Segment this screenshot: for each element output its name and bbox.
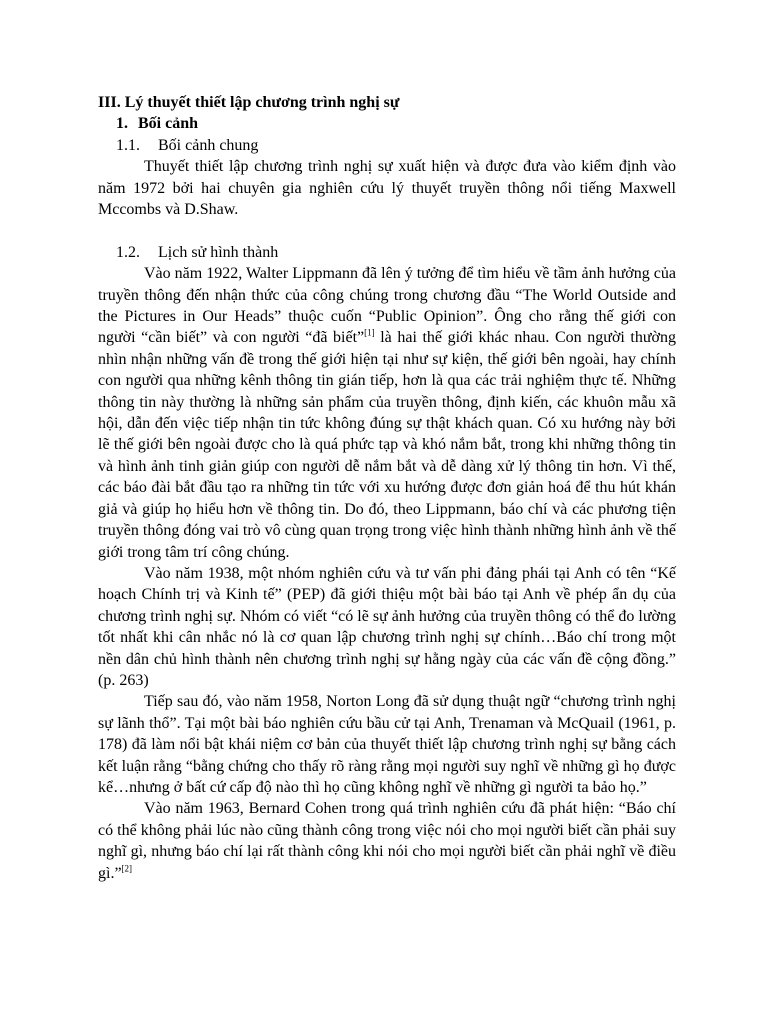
subsection-heading-1-2	[116, 242, 676, 263]
document-page	[98, 92, 676, 884]
subsection-title: Bối cảnh chung	[158, 136, 259, 154]
paragraph-text: là hai thế giới khác nhau. Con người thường nhìn nhận những vấn đề trong thế giới hiện tại như sự kiện, thế giới bên ngoài, hay chính con người qua những kênh thông tin gián tiếp, hơn là qua các trải nghiệm thực tế. Những thông tin này thường là những sản phẩm của truyền thông, định kiến, các khuôn mẫu xã hội, dẫn đến việc tiếp nhận tin tức không đúng sự thật khách quan. Có xu hướng này bởi lẽ thế giới bên ngoài được cho là quá phức tạp và khó nắm bắt, trong khi những thông tin và hình ảnh tinh giản giúp con người dễ nắm bắt và dễ dàng xử lý thông tin hơn. Vì thế, các báo đài bắt đầu tạo ra những tin tức với xu hướng được đơn giản hoá để thu hút khán giả và giúp họ hiểu hơn về thông tin. Do đó, theo Lippmann, báo chí và các phương tiện truyền thông đóng vai trò vô cùng quan trọng trong việc hình thành những hình ảnh về thế giới trong tâm trí công chúng.	[98, 329, 677, 561]
paragraph-text: Vào năm 1922, Walter Lippmann đã lên ý tưởng để tìm hiểu về tầm ảnh hưởng của truyền thông đến nhận thức của công chúng trong chương đầu “The World Outside and the Pictures in Our Heads” thuộc cuốn “Public Opinion”. Ông cho rằng thế giới con người “cần biết” và con người “đã biết”	[98, 265, 676, 347]
subsection-heading-1-1	[116, 135, 676, 156]
section-number: III	[98, 94, 117, 111]
paragraph-5	[98, 798, 676, 884]
footnote-ref[interactable]: [2]	[121, 863, 133, 874]
subsection-number: 1.2.	[116, 243, 140, 261]
subsection-heading-1	[116, 113, 676, 134]
subsection-number: 1.	[116, 115, 128, 133]
footnote-ref[interactable]: [1]	[364, 328, 375, 339]
paragraph-3: Vào năm 1938, một nhóm nghiên cứu và tư vấn phi đảng phái tại Anh có tên “Kế hoạch Chính trị và Kinh tế” (PEP) đã giới thiệu một bài báo tại Anh về phép ẩn dụ của chương trình nghị sự. Nhóm có viết “có lẽ sự ảnh hưởng của truyền thông có thể đo lường tốt nhất khi cân nhắc nó là cơ quan lập chương trình nghị sự chính…Báo chí trong một nền dân chủ hình thành nên chương trình nghị sự hằng ngày của các vấn đề cộng đồng.” (p. 263)	[98, 564, 676, 689]
paragraph-4: Tiếp sau đó, vào năm 1958, Norton Long đã sử dụng thuật ngữ “chương trình nghị sự lãnh thổ”. Tại một bài báo nghiên cứu bầu cử tại Anh, Trenaman và McQuail (1961, p. 178) đã làm nổi bật khái niệm cơ bản của thuyết thiết lập chương trình nghị sự bằng cách kết luận rằng “bằng chứng cho thấy rõ ràng rằng mọi người suy nghĩ về những gì họ được kể…nhưng ở bất cứ cấp độ nào thì họ cũng không nghĩ về những gì người ta bảo họ.”	[98, 693, 676, 796]
subsection-number: 1.1.	[116, 136, 140, 154]
paragraph-2	[98, 263, 676, 563]
subsection-title: Bối cảnh	[138, 115, 199, 133]
paragraph-text: Vào năm 1963, Bernard Cohen trong quá trình nghiên cứu đã phát hiện: “Báo chí có thể không phải lúc nào cũng thành công trong việc nói cho mọi người biết cần phải suy nghĩ gì, nhưng báo chí lại rất thành công khi nói cho mọi người biết cần phải nghĩ về điều gì.”	[98, 800, 676, 882]
blank-line	[98, 220, 676, 241]
paragraph-1: Thuyết thiết lập chương trình nghị sự xuất hiện và được đưa vào kiểm định vào năm 1972 bởi hai chuyên gia nghiên cứu lý thuyết truyền thông nổi tiếng Maxwell Mccombs và D.Shaw.	[98, 158, 676, 219]
section-heading	[98, 92, 676, 113]
section-title: . Lý thuyết thiết lập chương trình nghị sự	[116, 94, 400, 111]
subsection-title: Lịch sử hình thành	[158, 243, 279, 261]
